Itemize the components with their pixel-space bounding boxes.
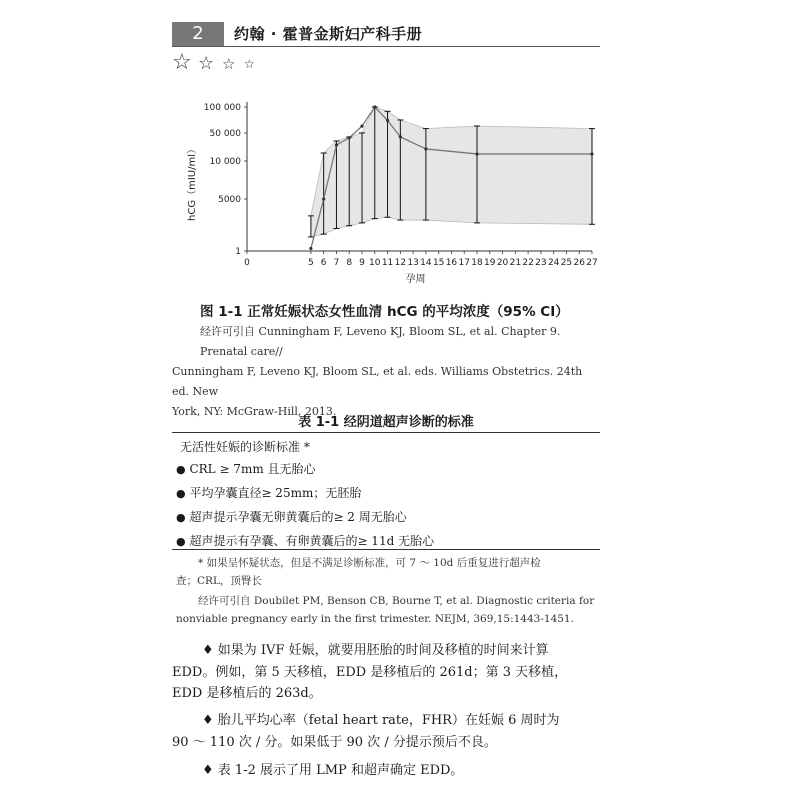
x-tick-label: 17	[458, 258, 470, 268]
x-tick-label: 20	[496, 258, 509, 268]
star-icon[interactable]: ☆	[244, 57, 255, 71]
figure-source-line: Cunningham F, Leveno KJ, Bloom SL, et al. eds. Williams Obstetrics. 24th ed. New	[172, 365, 583, 398]
table-bottom-rule	[172, 549, 600, 550]
mean-point	[386, 119, 389, 122]
footnote-line: 查；CRL，顶臀长	[176, 575, 262, 587]
table-title: 表 1-1 经阴道超声诊断的标准	[298, 415, 474, 430]
mean-point	[475, 152, 478, 155]
criterion-item: ● 平均孕囊直径≥ 25mm；无胚胎	[176, 486, 362, 500]
x-tick-label: 8	[346, 258, 353, 268]
mean-point	[399, 135, 402, 138]
body-paragraph	[172, 640, 602, 705]
mean-point	[322, 197, 325, 200]
ci-band	[311, 107, 592, 237]
star-icon[interactable]: ☆	[222, 55, 236, 73]
hcg-chart	[180, 84, 610, 294]
body-paragraph	[172, 710, 602, 753]
paragraph-line: EDD 是移植后的 263d。	[172, 686, 322, 701]
book-title: 约翰 · 霍普金斯妇产科手册	[234, 25, 423, 43]
table-footnote	[176, 554, 600, 590]
x-tick-label: 25	[560, 258, 573, 268]
table-top-rule	[172, 432, 600, 433]
x-tick-label: 16	[445, 258, 458, 268]
paragraph-line: ♦ 胎儿平均心率（fetal heart rate，FHR）在妊娠 6 周时为	[202, 713, 560, 728]
x-tick-label: 21	[509, 258, 522, 268]
mean-point	[309, 247, 312, 250]
mean-point	[373, 105, 376, 108]
y-tick-label: 100 000	[203, 103, 241, 113]
mean-point	[424, 147, 427, 150]
mean-point	[348, 136, 351, 139]
page-number: 2	[172, 22, 224, 46]
x-tick-label: 22	[522, 258, 534, 268]
paragraph-line: ♦ 表 1-2 展示了用 LMP 和超声确定 EDD。	[202, 763, 464, 778]
header-rule	[172, 46, 600, 47]
x-tick-label: 10	[369, 258, 381, 268]
table-source-line: nonviable pregnancy early in the first trimester. NEJM, 369,15:1443-1451.	[176, 613, 574, 625]
x-tick-label: 15	[432, 258, 445, 268]
y-tick-label: 10 000	[209, 157, 241, 167]
figure-source	[172, 322, 600, 422]
table-source-line: 经许可引自 Doubilet PM, Benson CB, Bourne T, et al. Diagnostic criteria for	[198, 595, 595, 607]
paragraph-line: EDD。例如，第 5 天移植，EDD 是移植后的 261d；第 3 天移植，	[172, 664, 568, 680]
x-tick-label: 24	[547, 258, 560, 268]
criterion-item: ● CRL ≥ 7mm 且无胎心	[176, 462, 316, 476]
x-tick-label: 0	[244, 258, 250, 268]
x-tick-label: 14	[420, 258, 432, 268]
x-tick-label: 7	[333, 258, 340, 268]
table-source	[176, 592, 600, 628]
figure-source-line: 经许可引自 Cunningham F, Leveno KJ, Bloom SL, et al. Chapter 9. Prenatal care//	[200, 325, 561, 358]
paragraph-line: 90 ～ 110 次 / 分。如果低于 90 次 / 分提示预后不良。	[172, 734, 497, 750]
criterion-item: ● 超声提示孕囊无卵黄囊后的≥ 2 周无胎心	[176, 510, 407, 524]
x-tick-label: 12	[394, 258, 407, 268]
body-paragraph	[172, 760, 602, 782]
x-axis-label: 孕周	[405, 274, 426, 285]
criterion-item: ● 超声提示有孕囊、有卵黄囊后的≥ 11d 无胎心	[176, 534, 435, 548]
x-tick-label: 19	[484, 258, 496, 268]
mean-point	[590, 152, 593, 155]
mean-point	[360, 125, 363, 128]
x-tick-label: 13	[407, 258, 419, 268]
x-tick-label: 23	[535, 258, 547, 268]
x-tick-label: 26	[573, 258, 585, 268]
page-header	[172, 22, 600, 46]
x-tick-label: 27	[586, 258, 598, 268]
y-tick-label: 5000	[218, 195, 241, 205]
x-tick-label: 18	[471, 258, 483, 268]
star-icon[interactable]: ☆	[198, 53, 215, 74]
x-tick-label: 11	[381, 258, 394, 268]
figure-caption: 图 1-1 正常妊娠状态女性血清 hCG 的平均浓度（95% CI）	[200, 304, 569, 320]
mean-point	[335, 143, 338, 146]
paragraph-line: ♦ 如果为 IVF 妊娠，就要用胚胎的时间及移植的时间来计算	[202, 643, 549, 658]
footnote-line: * 如果呈怀疑状态，但是不满足诊断标准，可 7 ～ 10d 后重复进行超声检	[198, 557, 541, 569]
table-header: 无活性妊娠的诊断标准 *	[180, 440, 310, 454]
figure-source-line: York, NY: McGraw-Hill, 2013.	[172, 405, 337, 418]
y-tick-label: 50 000	[209, 129, 241, 139]
x-tick-label: 5	[308, 258, 314, 268]
x-tick-label: 9	[359, 258, 365, 268]
star-icon[interactable]: ☆	[172, 50, 192, 75]
y-axis-label: hCG（mIU/ml）	[187, 144, 198, 221]
y-tick-label: 1	[235, 247, 241, 257]
x-tick-label: 6	[320, 258, 327, 268]
